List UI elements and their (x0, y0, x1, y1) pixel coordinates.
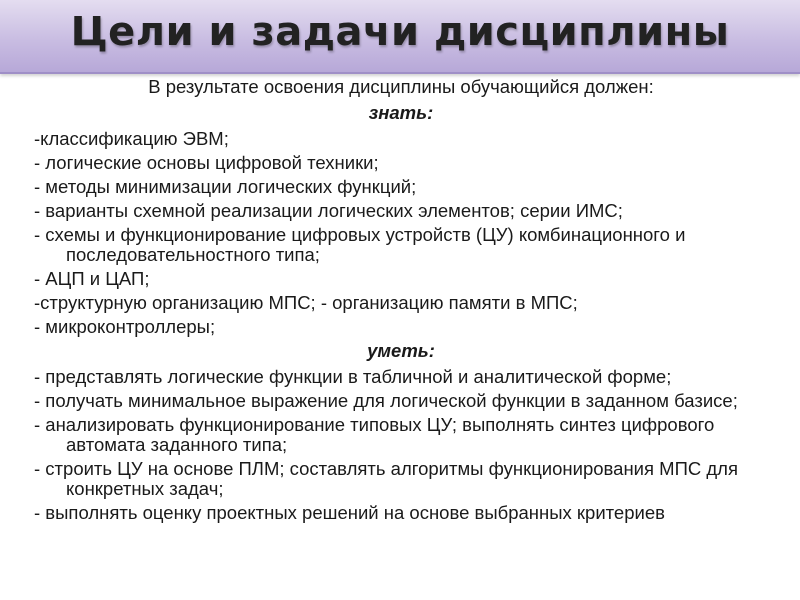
slide-title: Цели и задачи дисциплины (70, 9, 730, 55)
list-item: - анализировать функционирование типовых ЦУ; выполнять синтез цифрового автомата заданного типа; (34, 414, 715, 455)
list-item: - представлять логические функции в табличной и аналитической форме; (34, 366, 672, 388)
list-item: -структурную организацию МПС; - организацию памяти в МПС; (34, 292, 578, 314)
know-heading: знать: (368, 102, 434, 123)
list-item: - выполнять оценку проектных решений на основе выбранных критериев (34, 501, 665, 523)
intro-text: В результате освоения дисциплины обучающийся должен: (148, 76, 654, 97)
title-bar (0, 0, 800, 74)
list-item: -классификацию ЭВМ; (34, 128, 229, 149)
list-item: - получать минимальное выражение для логической функции в заданном базисе; (34, 390, 738, 412)
list-item: - логические основы цифровой техники; (34, 152, 379, 174)
can-list (34, 367, 768, 522)
list-item: - строить ЦУ на основе ПЛМ; составлять алгоритмы функционирования МПС для конкретных задач; (34, 458, 738, 499)
list-item: - АЦП и ЦАП; (34, 267, 150, 289)
slide-content (34, 77, 768, 527)
can-heading: уметь: (367, 340, 435, 362)
list-item: - схемы и функционирование цифровых устройств (ЦУ) комбинационного и последовательностного типа; (34, 224, 686, 265)
list-item: - методы минимизации логических функций; (34, 176, 417, 198)
list-item: - микроконтроллеры; (34, 316, 216, 338)
list-item: - варианты схемной реализации логических элементов; серии ИМС; (34, 200, 623, 222)
know-list (34, 129, 768, 337)
